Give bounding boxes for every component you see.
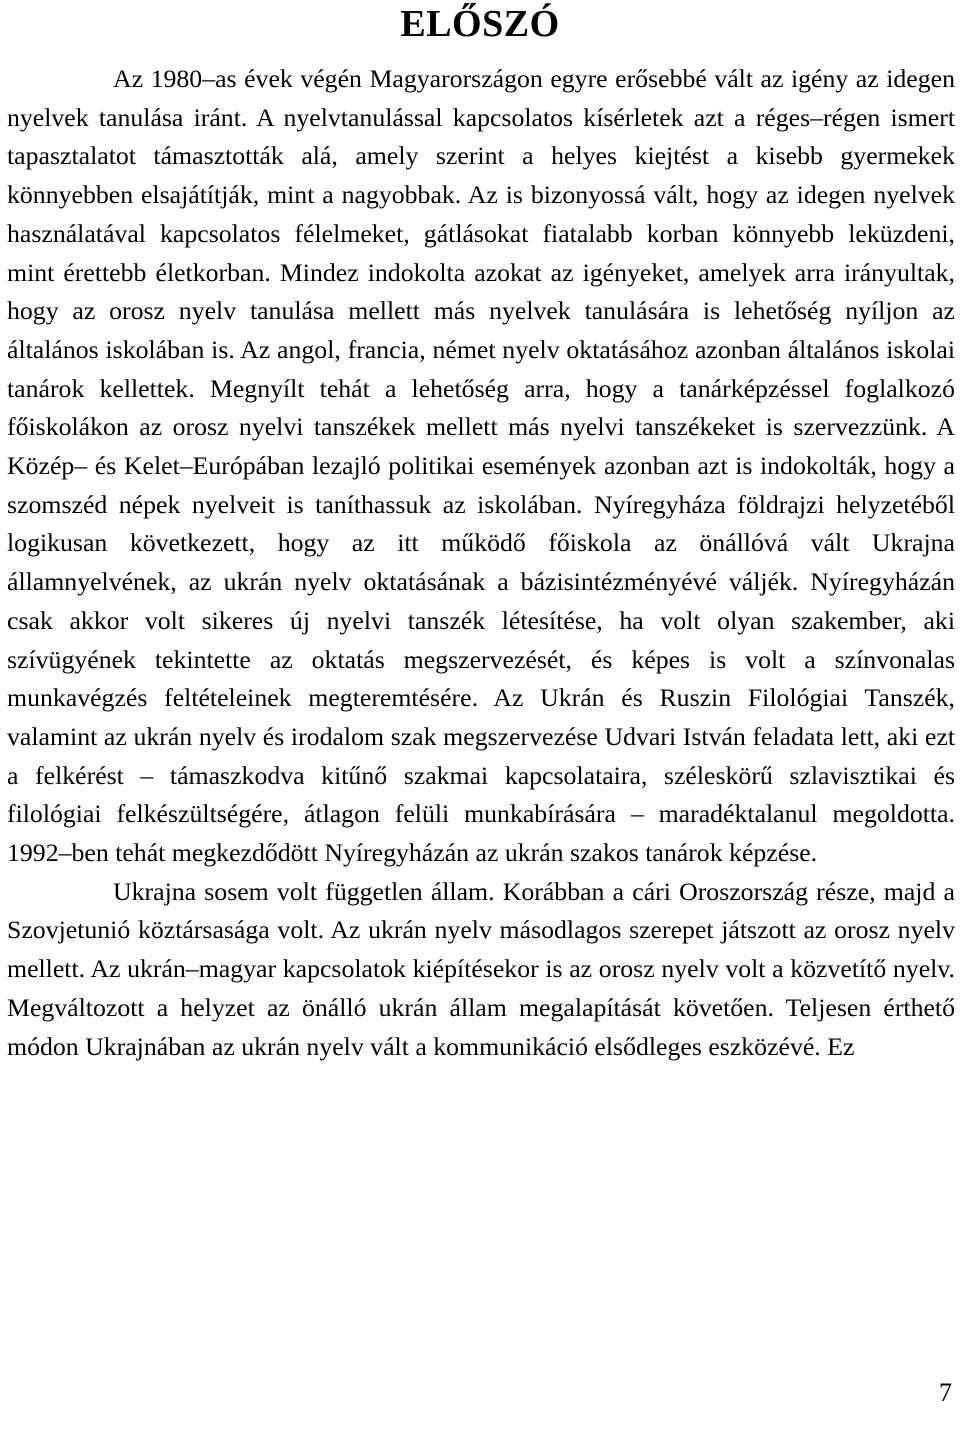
page-number: 7: [939, 1378, 952, 1407]
paragraph-2: Ukrajna sosem volt független állam. Korábban a cári Oroszország része, majd a Szovjetunió köztársasága volt. Az ukrán nyelv másodlagos szerepet játszott az orosz nyelv mellett. Az ukrán–magyar kapcsolatok kiépítésekor is az orosz nyelv volt a közvetítő nyelv. Megváltozott a helyzet az önálló ukrán állam megalapítását követően. Teljesen érthető módon Ukrajnában az ukrán nyelv vált a kommunikáció elsődleges eszközévé. Ez: [7, 876, 955, 1061]
body-text: [7, 60, 955, 1066]
page-title: ELŐSZÓ: [400, 3, 560, 45]
paragraph-1: Az 1980–as évek végén Magyarországon egyre erősebbé vált az igény az idegen nyelvek tanulása iránt. A nyelvtanulással kapcsolatos kísérletek azt a réges–régen ismert tapasztalatot támasztották alá, amely szerint a helyes kiejtést a kisebb gyermekek könnyebben elsajátítják, mint a nagyobbak. Az is bizonyossá vált, hogy az idegen nyelvek használatával kapcsolatos félelmeket, gátlásokat fiatalabb korban könnyebb leküzdeni, mint érettebb életkorban. Mindez indokolta azokat az igényeket, amelyek arra irányultak, hogy az orosz nyelv tanulása mellett más nyelvek tanulására is lehetőség nyíljon az általános iskolában is. Az angol, francia, német nyelv oktatásához azonban általános iskolai tanárok kellettek. Megnyílt tehát a lehetőség arra, hogy a tanárképzéssel foglalkozó főiskolákon az orosz nyelvi tanszékek mellett más nyelvi tanszékeket is szervezzünk. A Közép– és Kelet–Európában lezajló politikai események azonban azt is indokolták, hogy a szomszéd népek nyelveit is taníthassuk az iskolában. Nyíregyháza földrajzi helyzetéből logikusan következett, hogy az itt működő főiskola az önállóvá vált Ukrajna államnyelvének, az ukrán nyelv oktatásának a bázisintézményévé váljék. Nyíregyházán csak akkor volt sikeres új nyelvi tanszék létesítése, ha volt olyan szakember, aki szívügyének tekintette az oktatás megszervezését, és képes is volt a színvonalas munkavégzés feltételeinek megteremtésére. Az Ukrán és Ruszin Filológiai Tanszék, valamint az ukrán nyelv és irodalom szak megszervezése Udvari István feladata lett, aki ezt a felkérést – támaszkodva kitűnő szakmai kapcsolataira, széleskörű szlavisztikai és filológiai felkészültségére, átlagon felüli munkabírására – maradéktalanul megoldotta. 1992–ben tehát megkezdődött Nyíregyházán az ukrán szakos tanárok képzése.: [7, 64, 955, 868]
